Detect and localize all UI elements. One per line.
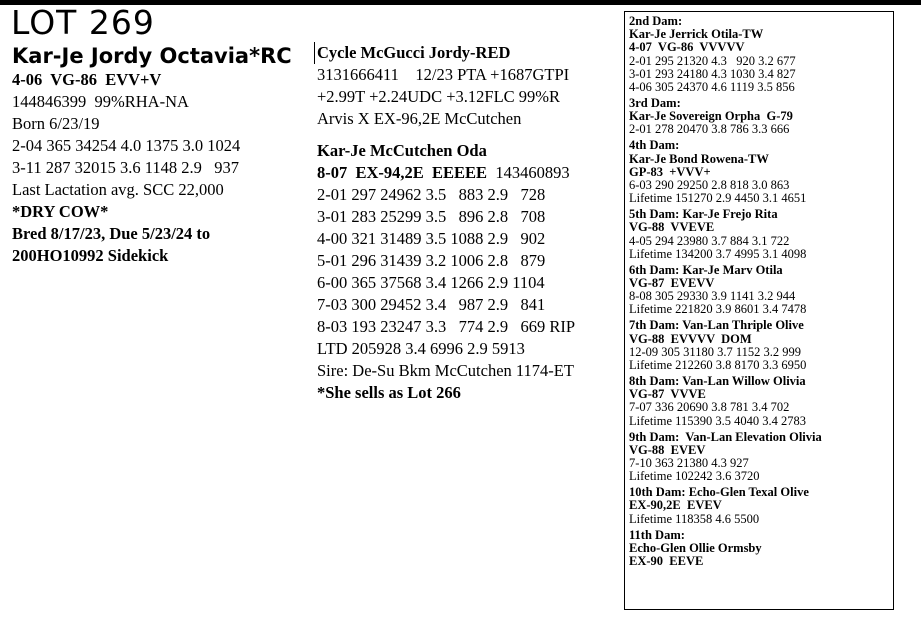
ancestor-dam-block [629, 431, 889, 484]
ancestor-dam-heading: VG-88 EVEV [629, 442, 706, 457]
ancestor-dam-heading: VG-87 VVVE [629, 387, 706, 402]
ancestor-dam-record: 4-06 305 24370 4.6 1119 3.5 856 [629, 80, 795, 95]
ancestor-dam-record: Lifetime 134200 3.7 4995 3.1 4098 [629, 246, 807, 261]
ancestor-dam-record: Lifetime 221820 3.9 8601 3.4 7478 [629, 302, 807, 317]
ancestor-dam-heading: VG-88 EVVVV DOM [629, 331, 752, 346]
ancestor-dam-block [629, 486, 889, 526]
ancestor-dam-heading: Kar-Je Sovereign Orpha G-79 [629, 109, 793, 124]
dam-record: 4-00 321 31489 3.5 1088 2.9 902 [317, 229, 546, 248]
sire-info-line: 3131666411 12/23 PTA +1687GTPI [317, 65, 570, 84]
dam-record: 3-01 283 25299 3.5 896 2.8 708 [317, 207, 546, 226]
ancestor-dam-record: 12-09 305 31180 3.7 1152 3.2 999 [629, 344, 801, 359]
lot-title: LOT 269 [11, 3, 155, 42]
ancestor-dam-heading: 5th Dam: Kar-Je Frejo Rita [629, 207, 778, 222]
sire-info-line: Arvis X EX-96,2E McCutchen [317, 109, 522, 128]
ancestor-dam-block [629, 529, 889, 569]
dam-record: 5-01 296 31439 3.2 1006 2.8 879 [317, 251, 546, 270]
ancestor-dam-block [629, 375, 889, 428]
dam-score: 8-07 EX-94,2E EEEEE [317, 163, 488, 182]
ancestor-dam-record: Lifetime 151270 2.9 4450 3.1 4651 [629, 191, 807, 206]
ancestor-dam-record: 3-01 293 24180 4.3 1030 3.4 827 [629, 66, 796, 81]
ancestor-dam-heading: 9th Dam: Van-Lan Elevation Olivia [629, 429, 822, 444]
dam-record: 7-03 300 29452 3.4 987 2.9 841 [317, 295, 546, 314]
animal-details [12, 69, 302, 267]
ancestor-dam-heading: Kar-Je Bond Rowena-TW [629, 151, 769, 166]
dam-name: Kar-Je McCutchen Oda [317, 141, 487, 160]
ancestor-dam-heading: EX-90,2E EVEV [629, 498, 722, 513]
ancestor-dam-block [629, 319, 889, 372]
breeding-line: Bred 8/17/23, Due 5/23/24 to [12, 224, 211, 243]
scc-line: Last Lactation avg. SCC 22,000 [12, 180, 224, 199]
ancestor-dam-block [629, 97, 889, 137]
dam-sire: Sire: De-Su Bkm McCutchen 1174-ET [317, 361, 574, 380]
birth-date: Born 6/23/19 [12, 114, 100, 133]
sire-dam-column [317, 42, 617, 404]
ancestor-dam-heading: 3rd Dam: [629, 96, 681, 111]
ancestor-dam-heading: 10th Dam: Echo-Glen Texal Olive [629, 485, 809, 500]
ancestor-dam-heading: EX-90 EEVE [629, 554, 704, 569]
pedigree-box [624, 11, 894, 610]
ancestor-dam-heading: 2nd Dam: [629, 14, 683, 28]
ancestor-dam-record: 2-01 295 21320 4.3 920 3.2 677 [629, 53, 796, 68]
ancestor-dam-heading: GP-83 +VVV+ [629, 164, 711, 179]
ancestor-dam-heading: 7th Dam: Van-Lan Thriple Olive [629, 318, 804, 333]
production-record: 2-04 365 34254 4.0 1375 3.0 1024 [12, 136, 241, 155]
ancestor-dam-record: Lifetime 118358 4.6 5500 [629, 511, 760, 526]
sire-name: Cycle McGucci Jordy-RED [314, 42, 617, 64]
ancestor-dam-record: 7-10 363 21380 4.3 927 [629, 456, 749, 471]
animal-name: Kar-Je Jordy Octavia*RC [12, 44, 292, 68]
dry-cow-note: *DRY COW* [12, 202, 109, 221]
production-record: 3-11 287 32015 3.6 1148 2.9 937 [12, 158, 240, 177]
ancestor-dam-heading: 8th Dam: Van-Lan Willow Olivia [629, 374, 806, 389]
ancestor-dam-block [629, 264, 889, 317]
ancestor-dam-record: 8-08 305 29330 3.9 1141 3.2 944 [629, 289, 796, 304]
ancestor-dam-heading: VG-87 EVEVV [629, 276, 715, 291]
ancestor-dam-heading: VG-88 VVEVE [629, 220, 715, 235]
dam-record: 8-03 193 23247 3.3 774 2.9 669 RIP [317, 317, 576, 336]
ancestor-dam-record: 2-01 278 20470 3.8 786 3.3 666 [629, 122, 790, 137]
ancestor-dam-heading: 4th Dam: [629, 138, 680, 153]
ancestor-dam-block [629, 139, 889, 205]
registration-line: 144846399 99%RHA-NA [12, 92, 189, 111]
dam-lifetime: LTD 205928 3.4 6996 2.9 5913 [317, 339, 525, 358]
ancestor-dam-block [629, 15, 889, 94]
dam-record: 2-01 297 24962 3.5 883 2.9 728 [317, 185, 546, 204]
dam-sale-note: *She sells as Lot 266 [317, 383, 461, 402]
dam-record: 6-00 365 37568 3.4 1266 2.9 1104 [317, 273, 545, 292]
ancestor-dam-record: 4-05 294 23980 3.7 884 3.1 722 [629, 233, 790, 248]
classification-score: 4-06 VG-86 EVV+V [12, 70, 162, 89]
ancestor-dam-heading: 4-07 VG-86 VVVVV [629, 40, 745, 55]
ancestor-dam-block [629, 208, 889, 261]
ancestor-dam-record: Lifetime 102242 3.6 3720 [629, 469, 760, 484]
ancestor-dam-record: 6-03 290 29250 2.8 818 3.0 863 [629, 178, 790, 193]
dam-registration: 143460893 [495, 163, 570, 182]
ancestor-dam-record: Lifetime 212260 3.8 8170 3.3 6950 [629, 358, 807, 373]
ancestor-dam-heading: Kar-Je Jerrick Otila-TW [629, 27, 764, 42]
breeding-sire: 200HO10992 Sidekick [12, 246, 169, 265]
dam-score-line [317, 162, 617, 184]
ancestor-dam-record: 7-07 336 20690 3.8 781 3.4 702 [629, 400, 790, 415]
ancestor-dam-heading: Echo-Glen Ollie Ormsby [629, 540, 762, 555]
sire-info-line: +2.99T +2.24UDC +3.12FLC 99%R [317, 87, 561, 106]
ancestor-dam-heading: 11th Dam: [629, 527, 685, 542]
ancestor-dam-record: Lifetime 115390 3.5 4040 3.4 2783 [629, 413, 806, 428]
ancestor-dam-heading: 6th Dam: Kar-Je Marv Otila [629, 262, 783, 277]
